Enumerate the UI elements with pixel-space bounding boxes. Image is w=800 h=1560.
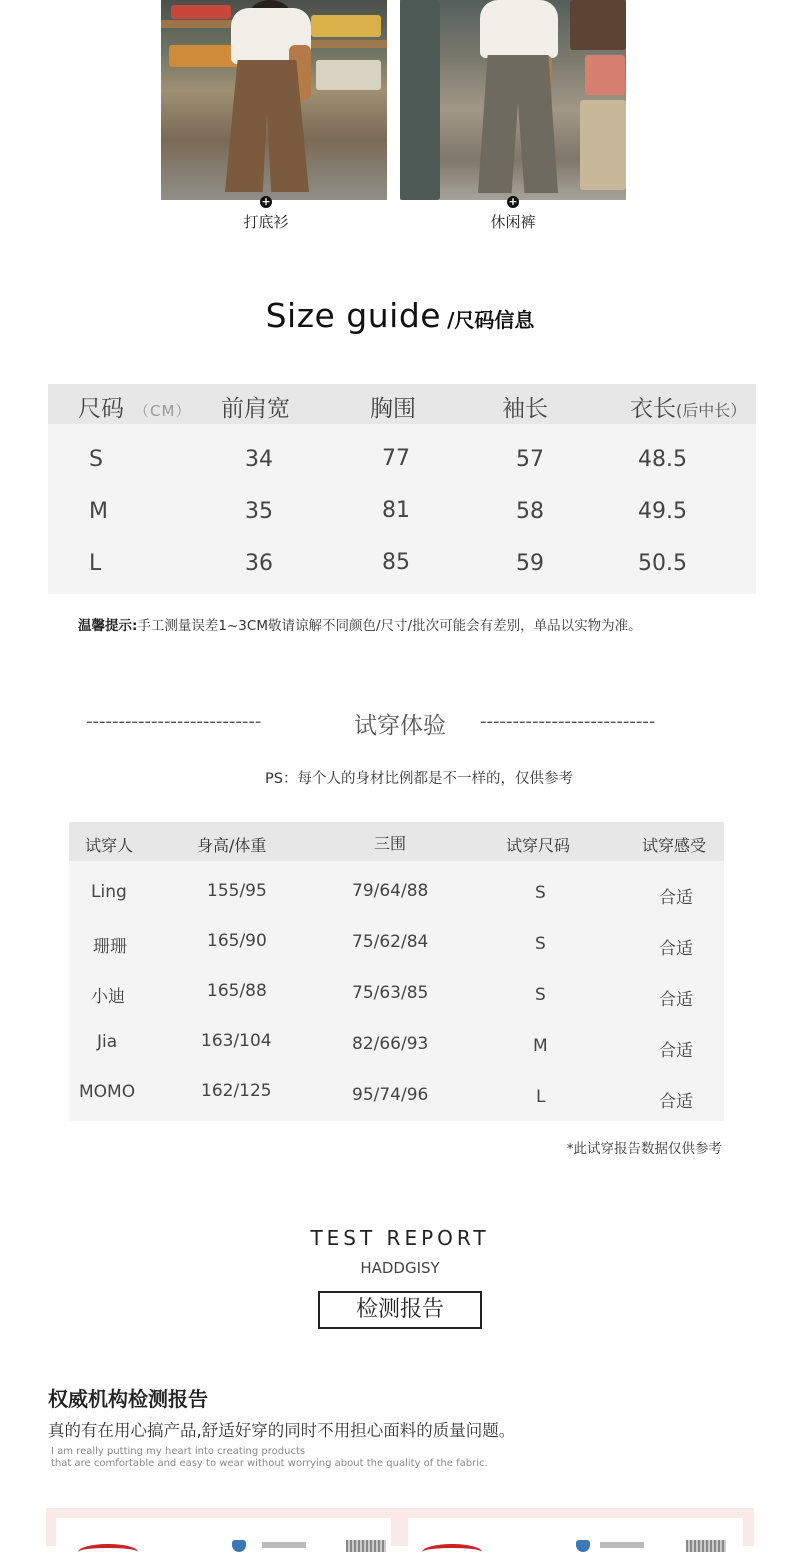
size-cell: M [89, 499, 108, 524]
shoulder-cell: 35 [245, 499, 273, 524]
tester-height-weight: 165/88 [207, 981, 267, 1001]
sleeve-cell: 58 [516, 499, 544, 524]
tester-size: S [535, 883, 546, 903]
header-length: 衣长(后中长） [630, 396, 747, 422]
size-tip [78, 614, 642, 634]
produce [171, 5, 231, 19]
pants [478, 55, 558, 193]
produce [316, 60, 381, 90]
plus-icon[interactable]: + [261, 195, 271, 208]
report-images-strip [46, 1508, 754, 1546]
report-text-block [600, 1542, 644, 1548]
top-garment [480, 0, 558, 58]
sleeve-cell: 59 [516, 551, 544, 576]
tester-measurements: 79/64/88 [352, 881, 429, 901]
divider-right: --------------------------- [480, 711, 656, 732]
authority-en-line: I am really putting my heart into creating products [51, 1446, 306, 1457]
report-logo [78, 1544, 138, 1560]
plus-icon[interactable]: + [508, 195, 518, 208]
product-photo-pants [400, 0, 626, 200]
tryon-table [69, 822, 724, 1121]
size-guide-title-en: Size guide [265, 296, 442, 335]
tester-feeling: 合适 [659, 939, 693, 959]
size-table-header [48, 384, 756, 424]
report-image[interactable] [56, 1518, 391, 1546]
tester-size: S [535, 985, 546, 1005]
authority-title: 权威机构检测报告 [48, 1387, 208, 1411]
product-caption: 打底衫 [243, 213, 289, 231]
tester-name: MOMO [79, 1082, 136, 1102]
product-photo-top [161, 0, 387, 200]
shelf [570, 0, 626, 50]
header-tester: 试穿人 [85, 836, 134, 855]
header-size: 尺码 （CM） [78, 396, 192, 422]
tester-name: 珊珊 [93, 937, 127, 957]
test-report-title: TEST REPORT [310, 1226, 490, 1250]
size-guide-title [0, 296, 800, 335]
report-text-block [262, 1542, 306, 1548]
test-report-button[interactable]: 检测报告 [318, 1291, 482, 1329]
pants [225, 60, 309, 192]
tester-feeling: 合适 [659, 990, 693, 1010]
header-chest: 胸围 [370, 396, 416, 422]
tester-name: 小迪 [91, 987, 125, 1007]
product-caption: 休闲裤 [490, 213, 536, 231]
header-sleeve: 袖长 [502, 396, 548, 422]
shelf [301, 40, 387, 48]
divider-left: --------------------------- [86, 711, 262, 732]
tester-size: S [535, 934, 546, 954]
size-tip-text: 手工测量误差1~3CM敬请谅解不同颜色/尺寸/批次可能会有差别，单品以实物为准。 [137, 618, 642, 634]
tester-height-weight: 163/104 [201, 1031, 272, 1051]
tester-height-weight: 155/95 [207, 881, 267, 901]
tester-feeling: 合适 [659, 888, 693, 908]
tryon-note: PS：每个人的身材比例都是不一样的，仅供参考 [265, 771, 573, 787]
length-cell: 49.5 [638, 499, 687, 524]
tester-measurements: 75/62/84 [352, 932, 429, 952]
header-fit-feeling: 试穿感受 [642, 836, 707, 855]
tryon-table-header [69, 822, 724, 861]
tryon-title: 试穿体验 [354, 713, 446, 739]
chest-cell: 77 [382, 446, 410, 471]
header-measurements: 三围 [374, 834, 407, 853]
report-logo [422, 1544, 482, 1560]
header-shoulder: 前肩宽 [221, 396, 290, 422]
produce [311, 15, 381, 37]
shelf [161, 20, 241, 28]
produce [169, 45, 239, 67]
tester-feeling: 合适 [659, 1092, 693, 1112]
shield-icon [576, 1540, 590, 1552]
header-tried-size: 试穿尺码 [506, 836, 571, 855]
barcode-icon [346, 1540, 386, 1552]
tester-measurements: 75/63/85 [352, 983, 429, 1003]
shield-icon [232, 1540, 246, 1552]
shoulder-cell: 34 [245, 447, 273, 472]
tryon-footnote: *此试穿报告数据仅供参考 [566, 1141, 722, 1157]
header-length-note: (后中长） [676, 401, 747, 420]
barcode-icon [686, 1540, 726, 1552]
crate [580, 100, 626, 190]
chest-cell: 81 [382, 498, 410, 523]
tester-name: Jia [97, 1032, 118, 1052]
authority-description: 真的有在用心搞产品,舒适好穿的同时不用担心面料的质量问题。 [48, 1421, 516, 1440]
tester-name: Ling [91, 882, 127, 902]
tester-feeling: 合适 [659, 1041, 693, 1061]
chest-cell: 85 [382, 550, 410, 575]
tester-height-weight: 165/90 [207, 931, 267, 951]
tester-size: L [536, 1087, 546, 1107]
report-image[interactable] [408, 1518, 743, 1546]
size-guide-title-cn: /尺码信息 [447, 308, 535, 332]
tester-measurements: 82/66/93 [352, 1034, 429, 1054]
size-cell: S [89, 447, 103, 472]
produce [585, 55, 625, 95]
size-tip-label: 温馨提示: [78, 618, 138, 634]
shoulder-cell: 36 [245, 551, 273, 576]
length-cell: 48.5 [638, 447, 687, 472]
length-cell: 50.5 [638, 551, 687, 576]
header-size-unit: （CM） [134, 402, 192, 420]
header-height-weight: 身高/体重 [197, 836, 267, 855]
tester-height-weight: 162/125 [201, 1081, 272, 1101]
size-table [48, 384, 756, 594]
tester-measurements: 95/74/96 [352, 1085, 429, 1105]
authority-en-line: that are comfortable and easy to wear without worrying about the quality of the fabric. [51, 1458, 488, 1469]
size-cell: L [89, 551, 102, 576]
wall [400, 0, 440, 200]
brand-name: HADDGISY [360, 1259, 440, 1277]
sleeve-cell: 57 [516, 447, 544, 472]
tester-size: M [533, 1036, 548, 1056]
